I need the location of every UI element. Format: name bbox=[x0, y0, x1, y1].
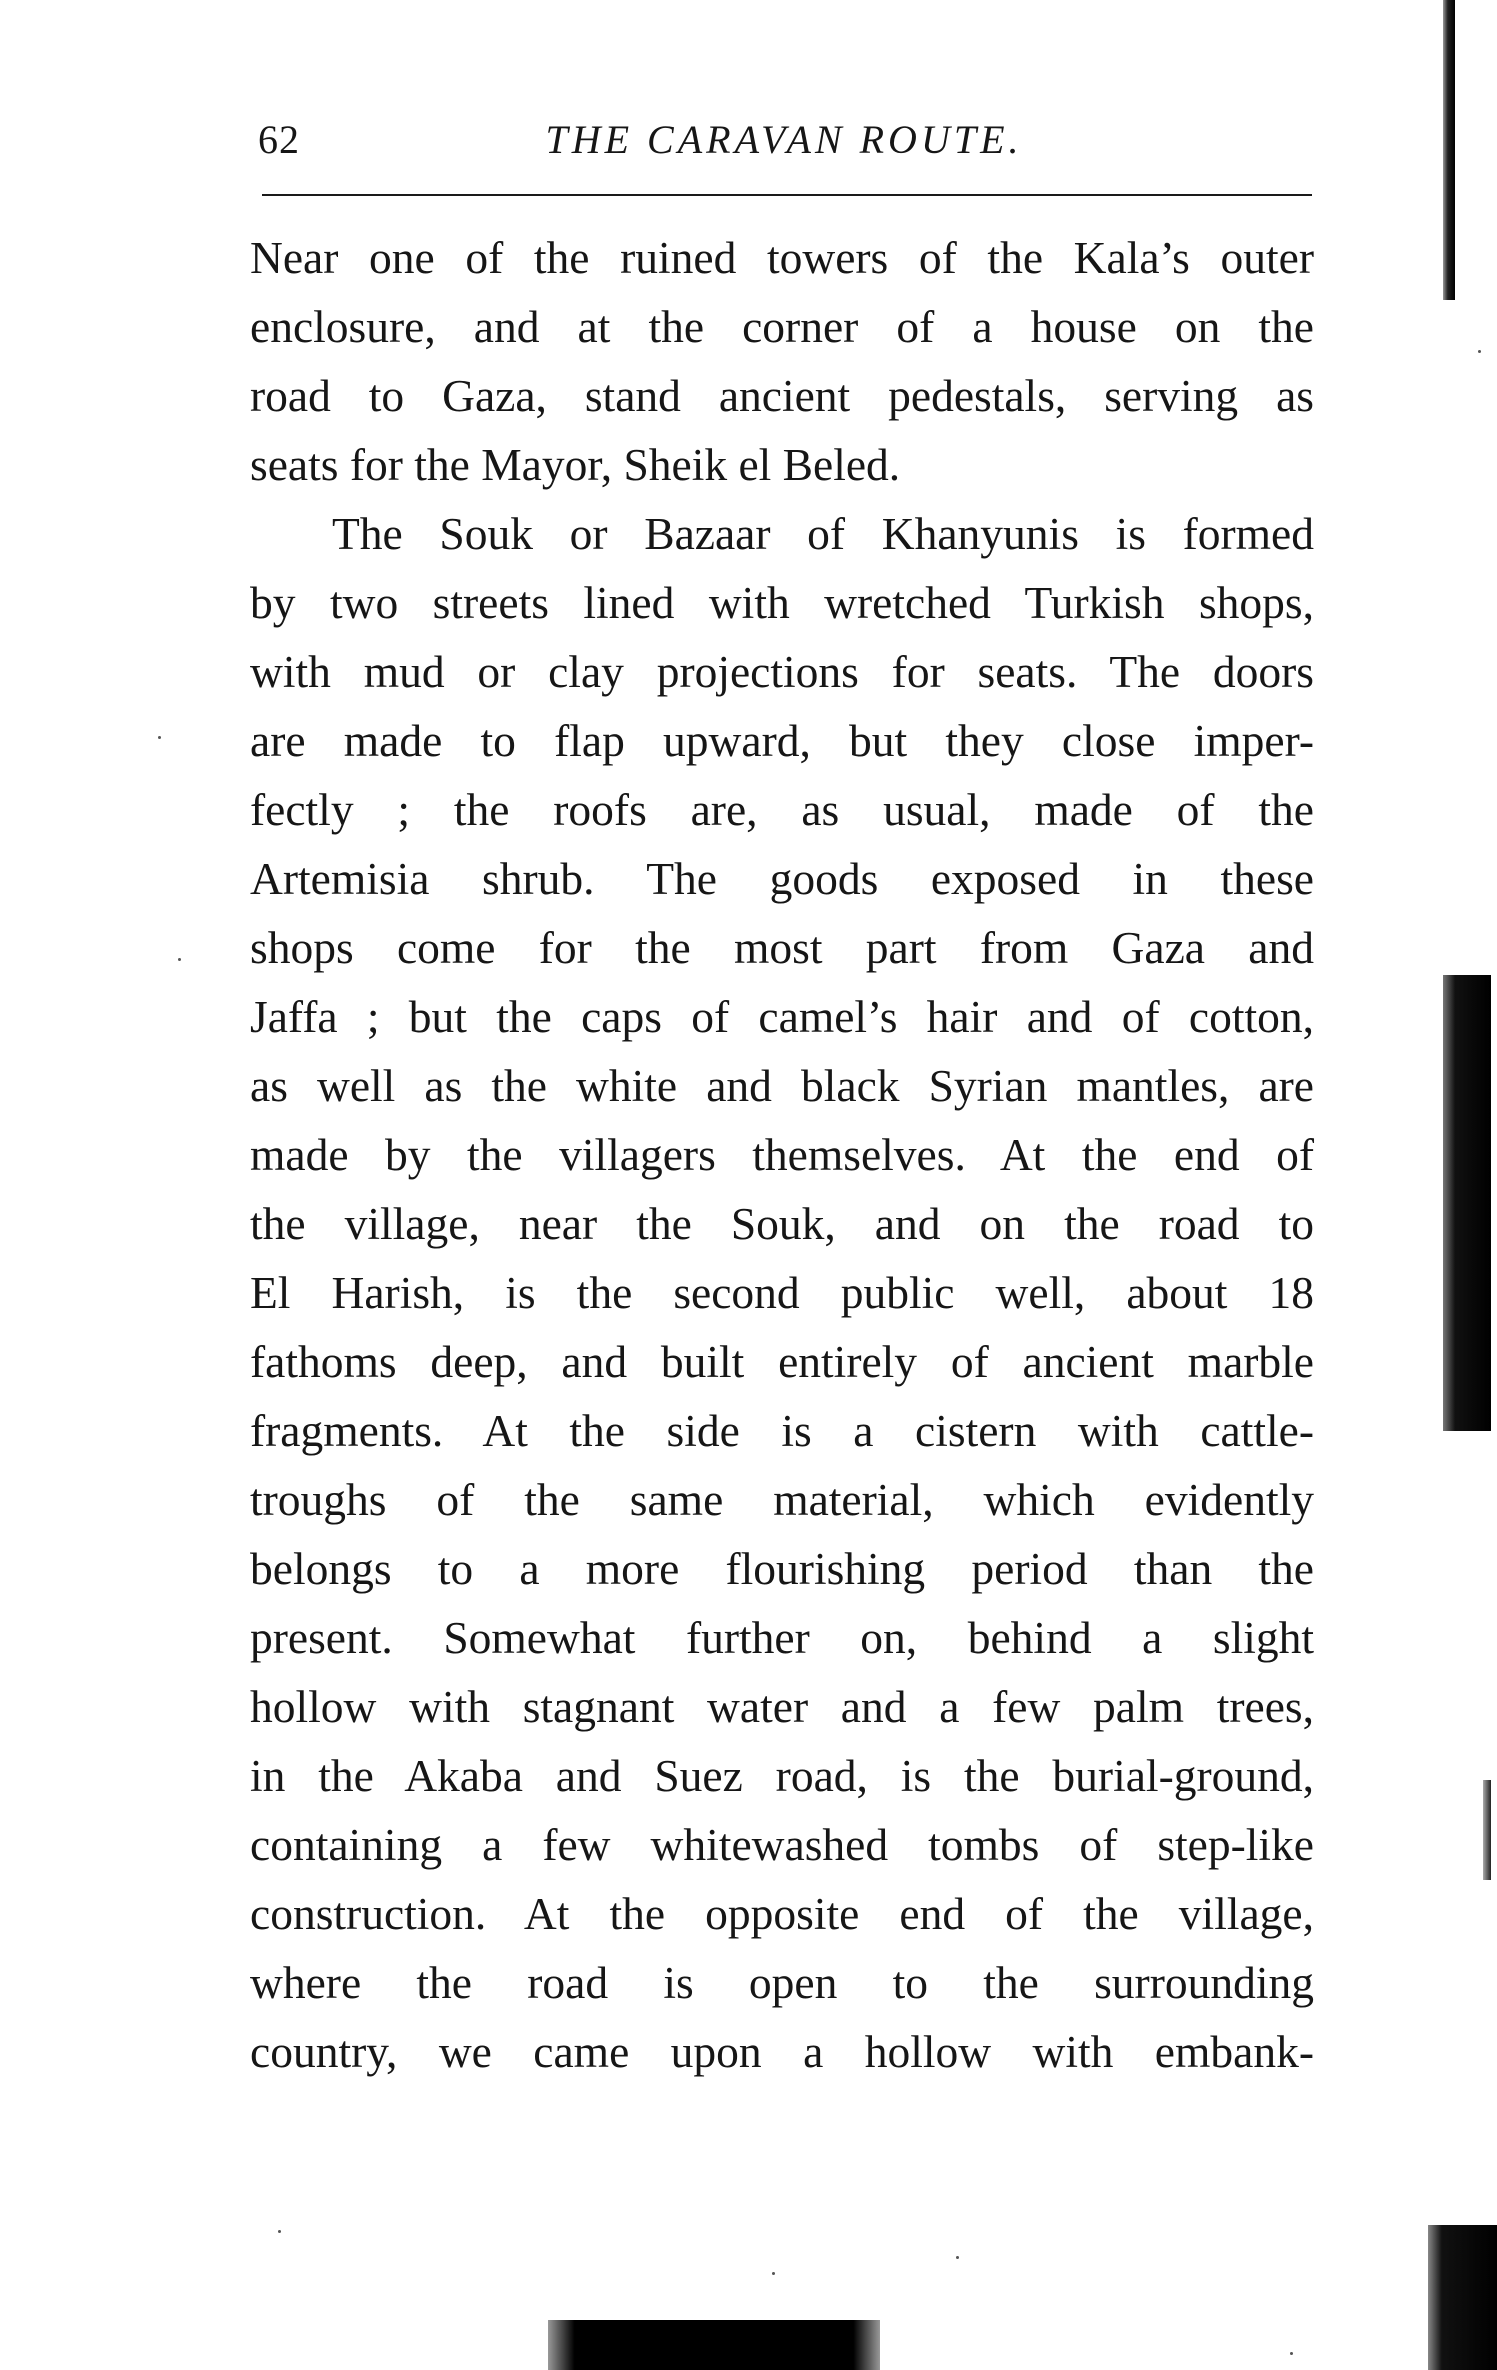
text-line: construction. At the opposite end of the village, bbox=[250, 1888, 1314, 1939]
text-line: hollow with stagnant water and a few palm trees, bbox=[250, 1681, 1314, 1732]
scan-edge-shadow bbox=[1443, 975, 1491, 1431]
scan-speck bbox=[278, 2230, 281, 2233]
text-line: enclosure, and at the corner of a house on the bbox=[250, 301, 1314, 352]
text-line: fathoms deep, and built entirely of ancient marble bbox=[250, 1336, 1314, 1387]
text-line: in the Akaba and Suez road, is the burial-ground, bbox=[250, 1750, 1314, 1801]
scan-edge-shadow bbox=[1428, 2225, 1497, 2370]
scan-speck bbox=[1290, 2352, 1293, 2355]
text-line: fragments. At the side is a cistern with cattle- bbox=[250, 1405, 1314, 1456]
scan-bottom-shadow bbox=[548, 2320, 880, 2370]
text-line: Near one of the ruined towers of the Kala’s outer bbox=[250, 232, 1314, 283]
running-head bbox=[258, 116, 1310, 172]
text-line: country, we came upon a hollow with embank- bbox=[250, 2026, 1314, 2077]
scan-speck bbox=[178, 958, 181, 961]
text-line: are made to flap upward, but they close imper- bbox=[250, 715, 1314, 766]
text-line: as well as the white and black Syrian mantles, are bbox=[250, 1060, 1314, 1111]
header-rule bbox=[262, 194, 1312, 196]
text-line: troughs of the same material, which evidently bbox=[250, 1474, 1314, 1525]
body-text bbox=[250, 223, 1314, 2086]
text-line: El Harish, is the second public well, about 18 bbox=[250, 1267, 1314, 1318]
text-line: the village, near the Souk, and on the road to bbox=[250, 1198, 1314, 1249]
text-line: Artemisia shrub. The goods exposed in these bbox=[250, 853, 1314, 904]
text-line: road to Gaza, stand ancient pedestals, serving as bbox=[250, 370, 1314, 421]
text-line: made by the villagers themselves. At the end of bbox=[250, 1129, 1314, 1180]
page-number: 62 bbox=[258, 117, 300, 162]
text-line: seats for the Mayor, Sheik el Beled. bbox=[250, 439, 901, 490]
text-line: with mud or clay projections for seats. The doors bbox=[250, 646, 1314, 697]
text-line: present. Somewhat further on, behind a slight bbox=[250, 1612, 1314, 1663]
scan-speck bbox=[956, 2256, 959, 2259]
text-line: where the road is open to the surrounding bbox=[250, 1957, 1314, 2008]
text-line: belongs to a more flourishing period than the bbox=[250, 1543, 1314, 1594]
scan-edge-shadow bbox=[1483, 1780, 1491, 1880]
text-line: shops come for the most part from Gaza and bbox=[250, 922, 1314, 973]
scan-speck bbox=[772, 2272, 775, 2275]
scan-speck bbox=[1478, 350, 1481, 353]
text-line: by two streets lined with wretched Turkish shops, bbox=[250, 577, 1314, 628]
running-title: THE CARAVAN ROUTE. bbox=[545, 117, 1023, 162]
text-line: fectly ; the roofs are, as usual, made of the bbox=[250, 784, 1314, 835]
scan-edge-shadow bbox=[1443, 0, 1455, 300]
text-line: containing a few whitewashed tombs of step-like bbox=[250, 1819, 1314, 1870]
text-line: The Souk or Bazaar of Khanyunis is formed bbox=[332, 508, 1314, 559]
scan-speck bbox=[158, 736, 161, 739]
text-line: Jaffa ; but the caps of camel’s hair and of cotton, bbox=[250, 991, 1314, 1042]
